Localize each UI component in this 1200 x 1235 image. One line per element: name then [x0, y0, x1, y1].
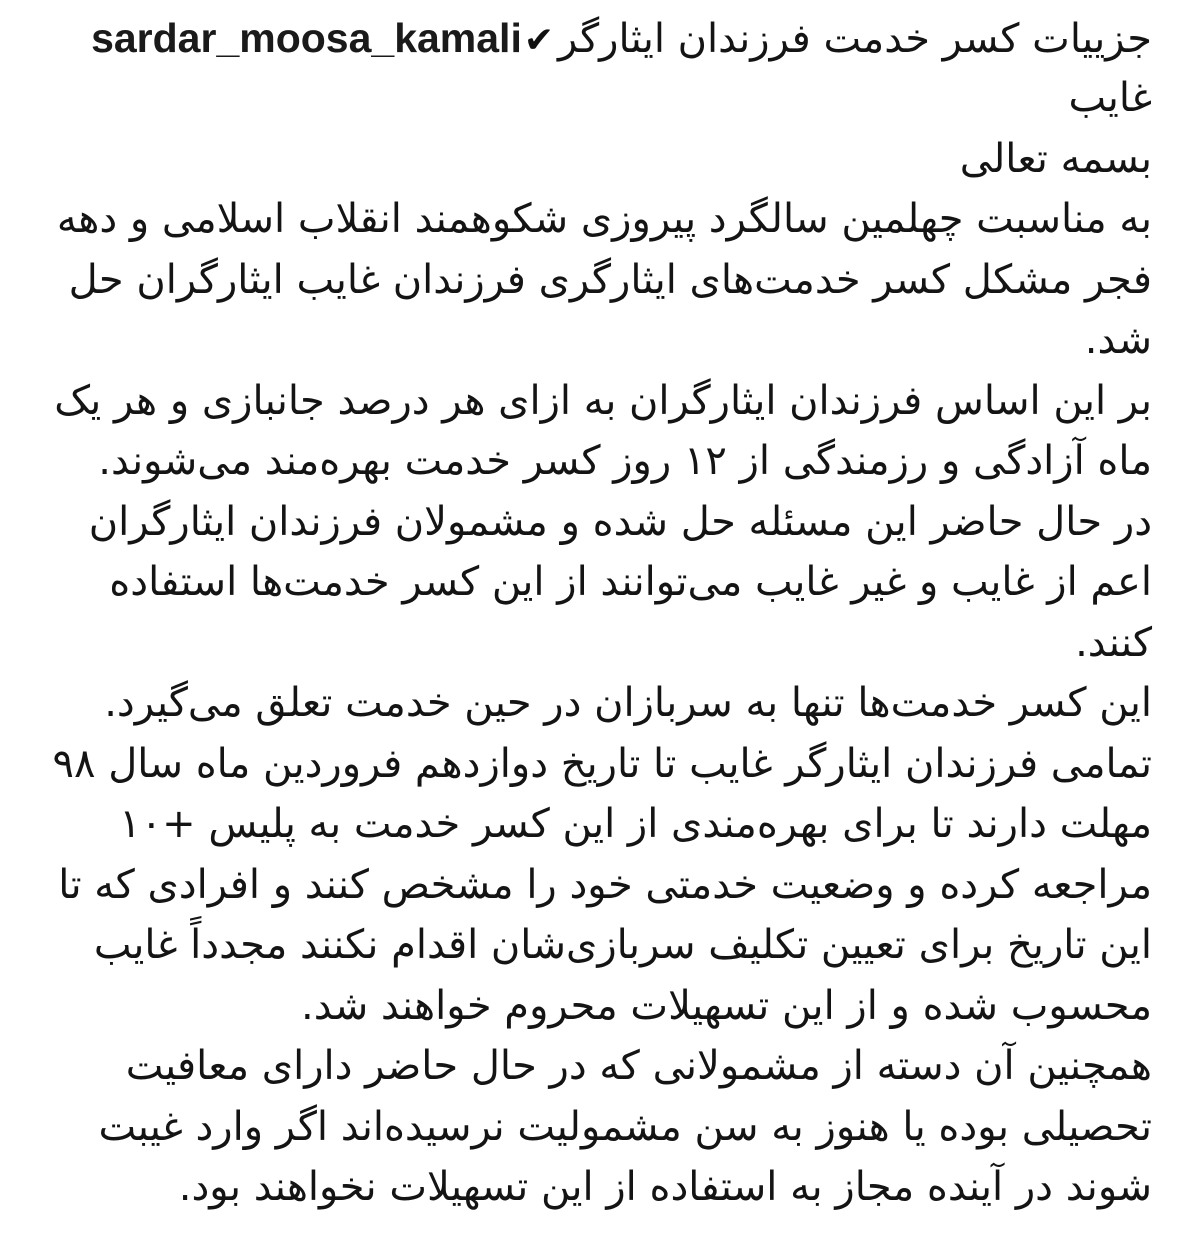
post-caption: [40, 8, 1152, 1218]
body-line: تمامی فرزندان ایثارگر غایب تا تاریخ دوازدهم فروردین ماه سال ۹۸: [52, 740, 1152, 787]
body-line: تحصیلی بوده یا هنوز به سن مشمولیت نرسیده‌اند اگر وارد غیبت: [98, 1103, 1152, 1150]
body-line: اعم از غایب و غیر غایب می‌توانند از این کسر خدمت‌ها استفاده: [109, 559, 1152, 605]
body-line: این تاریخ برای تعیین تکلیف سربازی‌شان اقدام نکنند مجدداً غایب: [93, 922, 1152, 968]
body-line: شوند در آینده مجاز به استفاده از این تسهیلات نخواهند بود.: [178, 1164, 1152, 1210]
body-line: مراجعه کرده و وضعیت خدمتی خود را مشخص کنند و افرادی که تا: [58, 861, 1152, 908]
body-line: بر این اساس فرزندان ایثارگران به ازای هر درصد جانبازی و هر یک: [54, 377, 1152, 424]
greeting-line: بسمه تعالی: [959, 135, 1152, 182]
body-line: در حال حاضر این مسئله حل شده و مشمولان فرزندان ایثارگران: [88, 498, 1152, 545]
body-line: مهلت دارند تا برای بهره‌مندی از این کسر خدمت به پلیس +۱۰: [119, 801, 1152, 847]
body-line: همچنین آن دسته از مشمولانی که در حال حاضر دارای معافیت: [125, 1043, 1152, 1089]
body-line: این کسر خدمت‌ها تنها به سربازان در حین خدمت تعلق می‌گیرد.: [104, 680, 1152, 726]
post-title: جزییات کسر خدمت فرزندان ایثارگر: [558, 16, 1152, 62]
caption-header: [40, 8, 1152, 68]
username-link[interactable]: sardar_moosa_kamali: [91, 15, 522, 61]
body-line: فجر مشکل کسر خدمت‌های ایثارگری فرزندان غایب ایثارگران حل: [68, 256, 1152, 303]
body-line: ماه آزادگی و رزمندگی از ۱۲ روز کسر خدمت بهره‌مند می‌شوند.: [98, 438, 1152, 484]
body-line: محسوب شده و از این تسهیلات محروم خواهند شد.: [300, 982, 1152, 1029]
body-line: کنند.: [1075, 619, 1152, 666]
verified-check-icon: ✔: [523, 20, 555, 61]
body-line: شد.: [1084, 317, 1152, 363]
post-title-continuation: غایب: [1068, 75, 1152, 121]
body-line: به مناسبت چهلمین سالگرد پیروزی شکوهمند انقلاب اسلامی و دهه: [56, 196, 1152, 242]
